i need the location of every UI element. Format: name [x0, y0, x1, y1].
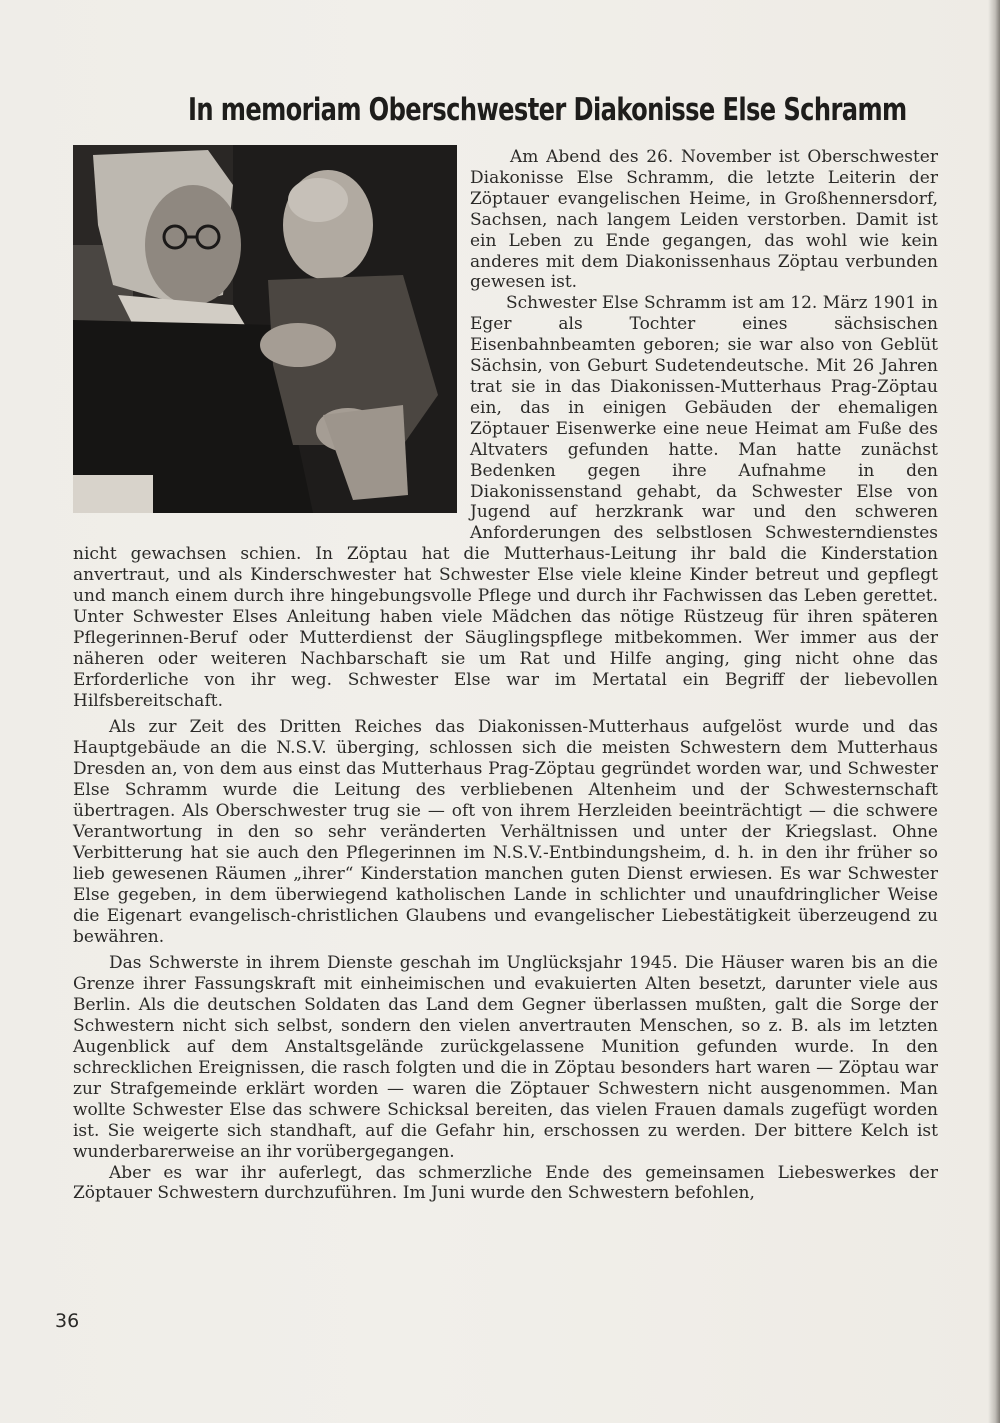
paragraph-3: Als zur Zeit des Dritten Reiches das Diakonissen-Mutterhaus aufgelöst wurde und das Hauptgebäude an die N.S.V. überging, schlossen sich die meisten Schwestern dem Mutterhaus Dresden an, von dem aus einst das Mutterhaus Prag-Zöptau gegründet worden war, und Schwester Else Schramm wurde die Leitung des verbliebenen Altenheim und der Schwesternschaft übertragen. Als Oberschwester trug sie — oft von ihrem Herzleiden beeinträchtigt — die schwere Verantwortung in den so sehr veränderten Verhältnissen und unter der Kriegslast. Ohne Verbitterung hat sie auch den Pflegerinnen im N.S.V.-Entbindungsheim, d. h. in den ihr früher so lieb gewesenen Räumen „ihrer“ Kinderstation manchen guten Dienst erwiesen. Es war Schwester Else gegeben, in dem überwiegend katholischen Lande in schlichter und unaufdringlicher Weise die Eigenart evangelisch-christlichen Glaubens und evangelischer Liebestätigkeit überzeugend zu bewähren.	[73, 717, 938, 947]
photo-text-spacer	[73, 147, 470, 543]
article-title: In memoriam Oberschwester Diakonisse Else Schramm	[188, 92, 907, 128]
paragraph-1: Am Abend des 26. November ist Oberschwester Diakonisse Else Schramm, die letzte Leiterin der Zöptauer evangelischen Heime, in Großhennersdorf, Sachsen, nach langem Leiden verstorben. Damit ist ein Leben zu Ende gegangen, das wohl wie kein anderes mit dem Diakonissenhaus Zöptau verbunden gewesen ist.	[470, 147, 938, 293]
page-number: 36	[55, 1310, 80, 1332]
article-body	[73, 147, 938, 1204]
paragraph-2: Schwester Else Schramm ist am 12. März 1901 in Eger als Tochter eines sächsischen Eisenbahnbeamten geboren; sie war also von Geblüt Sächsin, von Geburt Sudetendeutsche. Mit 26 Jahren trat sie in das Diakonissen-Mutterhaus Prag-Zöptau ein, das in einigen Gebäuden der ehemaligen Zöptauer Eisenwerke eine neue Heimat am Fuße des Altvaters gefunden hatte. Man hatte zunächst Bedenken gegen ihre Aufnahme in den Diakonissenstand gehabt, da Schwester Else von Jugend auf herzkrank war und den schweren Anforderungen des selbstlosen Schwesterndienstes nicht gewachsen schien. In Zöptau hat die Mutterhaus-Leitung ihr bald die Kinderstation anvertraut, und als Kinderschwester hat Schwester Else viele kleine Kinder betreut und gepflegt und manch einem durch ihre hingebungsvolle Pflege und durch ihr Fachwissen das Leben gerettet. Unter Schwester Elses Anleitung haben viele Mädchen das nötige Rüstzeug für ihren späteren Pflegerinnen-Beruf oder Mutterdienst der Säuglingspflege mitbekommen. Wer immer aus der näheren oder weiteren Nachbarschaft sie um Rat und Hilfe anging, ging nicht ohne das Erforderliche von ihr weg. Schwester Else war im Mertatal ein Begriff der liebevollen Hilfsbereitschaft.	[73, 293, 938, 711]
paragraph-4: Das Schwerste in ihrem Dienste geschah im Unglücksjahr 1945. Die Häuser waren bis an die Grenze ihrer Fassungskraft mit einheimischen und evakuierten Alten besetzt, darunter viele aus Berlin. Als die deutschen Soldaten das Land dem Gegner überlassen mußten, galt die Sorge der Schwestern nicht sich selbst, sondern den vielen anvertrauten Menschen, so z. B. als im letzten Augenblick auf dem Anstaltsgelände zurückgelassene Munition gefunden wurde. In den schrecklichen Ereignissen, die rasch folgten und die in Zöptau besonders hart waren — Zöptau war zur Strafgemeinde erklärt worden — waren die Zöptauer Schwestern nicht ausgenommen. Man wollte Schwester Else das schwere Schicksal bereiten, das vielen Frauen damals zugefügt worden ist. Sie weigerte sich standhaft, auf die Gefahr hin, erschossen zu werden. Der bittere Kelch ist wunderbarerweise an ihr vorübergegangen.	[73, 953, 938, 1162]
paragraph-5: Aber es war ihr auferlegt, das schmerzliche Ende des gemeinsamen Liebeswerkes der Zöptauer Schwestern durchzuführen. Im Juni wurde den Schwestern befohlen,	[73, 1162, 938, 1204]
page-edge-shadow	[988, 0, 1000, 1423]
